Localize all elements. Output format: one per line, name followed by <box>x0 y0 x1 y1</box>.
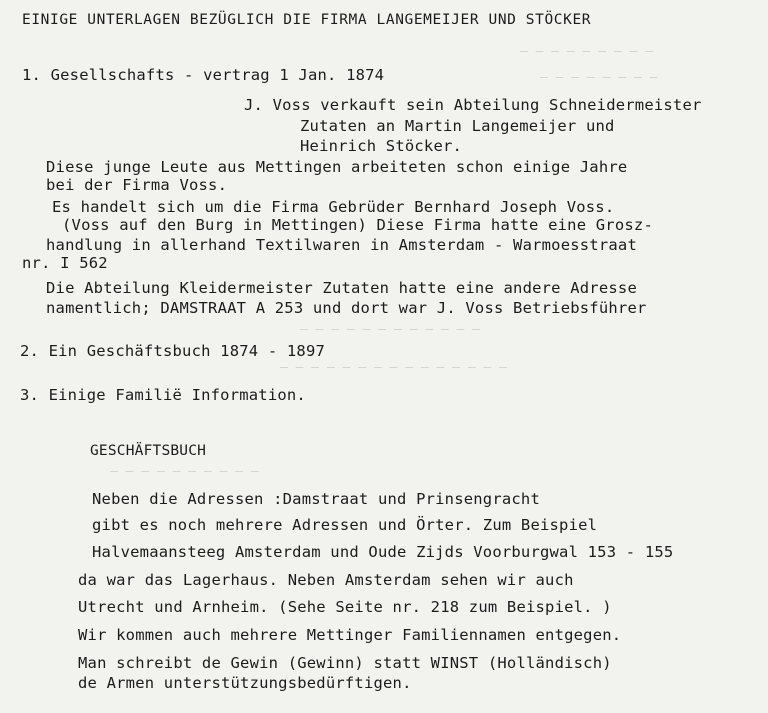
bleed-through-line: — — — — — — — — — — — — — — — <box>280 360 507 375</box>
paragraph-line: Diese junge Leute aus Mettingen arbeiteten schon einige Jahre <box>46 158 628 176</box>
section-1-line: Zutaten an Martin Langemeijer und <box>300 117 615 135</box>
paragraph-line: (Voss auf den Burg in Mettingen) Diese Firma hatte eine Grosz- <box>62 216 653 234</box>
section-3-heading: 3. Einige Familië Information. <box>20 386 306 404</box>
section-1-heading: 1. Gesellschafts - vertrag 1 Jan. 1874 <box>22 66 385 84</box>
paragraph-line: namentlich; DAMSTRAAT A 253 und dort war J. Voss Betriebsführer <box>46 299 647 317</box>
geschaeftsbuch-heading: GESCHÄFTSBUCH <box>90 443 207 459</box>
paragraph-line: Es handelt sich um die Firma Gebrüder Bernhard Joseph Voss. <box>52 198 615 216</box>
section-1-line: J. Voss verkauft sein Abteilung Schneidermeister <box>244 96 702 114</box>
bleed-through-line: — — — — — — — — — — <box>110 464 259 479</box>
bleed-through-line: — — — — — — — — <box>540 70 658 85</box>
paragraph-line: Die Abteilung Kleidermeister Zutaten hatte eine andere Adresse <box>46 279 637 297</box>
geschaeftsbuch-line: gibt es noch mehrere Adressen und Örter. Zum Beispiel <box>92 516 598 534</box>
geschaeftsbuch-line: Utrecht und Arnheim. (Sehe Seite nr. 218 zum Beispiel. ) <box>78 598 612 616</box>
geschaeftsbuch-line: Wir kommen auch mehrere Mettinger Familiennamen entgegen. <box>78 626 622 644</box>
section-1-line: Heinrich Stöcker. <box>300 137 463 155</box>
paragraph-line: nr. I 562 <box>22 254 108 272</box>
geschaeftsbuch-line: de Armen unterstützungsbedürftigen. <box>78 674 412 692</box>
geschaeftsbuch-line: Neben die Adressen :Damstraat und Prinsengracht <box>92 490 540 508</box>
bleed-through-line: — — — — — — — — — — — — <box>300 322 481 337</box>
geschaeftsbuch-line: Halvemaansteeg Amsterdam und Oude Zijds Voorburgwal 153 - 155 <box>92 543 674 561</box>
section-2-heading: 2. Ein Geschäftsbuch 1874 - 1897 <box>20 342 326 360</box>
geschaeftsbuch-line: Man schreibt de Gewin (Gewinn) statt WINST (Holländisch) <box>78 654 612 672</box>
paragraph-line: handlung in allerhand Textilwaren in Amsterdam - Warmoesstraat <box>46 236 637 254</box>
paragraph-line: bei der Firma Voss. <box>46 176 228 194</box>
geschaeftsbuch-line: da war das Lagerhaus. Neben Amsterdam sehen wir auch <box>78 571 574 589</box>
document-title: EINIGE UNTERLAGEN BEZÜGLICH DIE FIRMA LANGEMEIJER UND STÖCKER <box>22 12 592 28</box>
bleed-through-line: — — — — — — — — — <box>520 44 654 59</box>
